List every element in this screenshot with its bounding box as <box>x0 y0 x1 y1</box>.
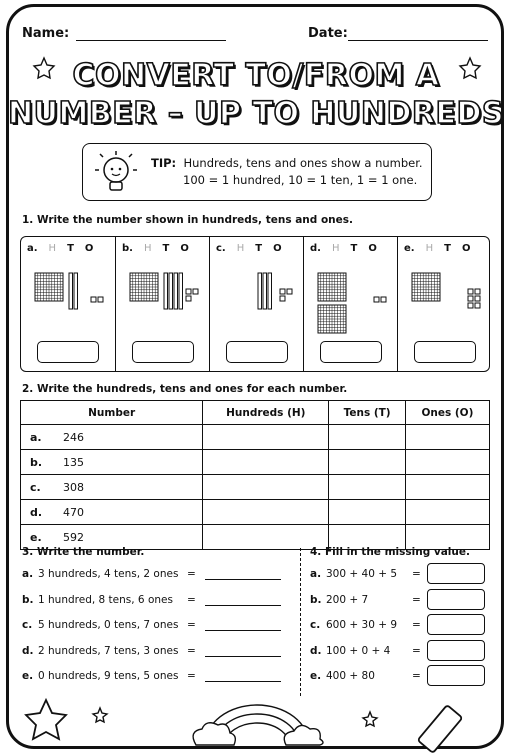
table-row: a. 246 <box>21 425 490 450</box>
base-ten-blocks <box>116 259 210 349</box>
equals-sign: = <box>187 670 196 682</box>
model-header <box>404 243 481 254</box>
answer-box[interactable] <box>427 563 485 584</box>
q3-item <box>22 670 196 682</box>
base-ten-blocks <box>304 259 398 349</box>
q4-item <box>310 644 421 657</box>
item-letter: a. <box>22 568 34 580</box>
name-date-row <box>18 24 494 46</box>
column-t: T <box>444 243 451 254</box>
q1-instruction: 1. Write the number shown in hundreds, tens and ones. <box>22 214 354 226</box>
q2-table <box>20 400 490 550</box>
one-cube <box>280 289 285 294</box>
answer-cell[interactable] <box>329 475 406 500</box>
model-cell <box>209 237 303 371</box>
item-text: 400 + 80 <box>326 670 375 682</box>
item-letter: a. <box>310 568 322 580</box>
item-text: 200 + 7 <box>326 593 369 606</box>
equals-sign: = <box>187 568 196 580</box>
column-t: T <box>162 243 170 254</box>
answer-box[interactable] <box>427 614 485 635</box>
table-row: b. 135 <box>21 450 490 475</box>
q4-item <box>310 670 421 682</box>
answer-cell[interactable] <box>329 425 406 450</box>
answer-line[interactable] <box>205 579 281 580</box>
date-label: Date: <box>308 26 348 41</box>
base-ten-blocks <box>21 259 115 349</box>
equals-sign: = <box>187 593 196 606</box>
column-o: O <box>84 243 94 254</box>
one-cube <box>475 303 480 308</box>
answer-line[interactable] <box>205 656 281 657</box>
column-t: T <box>255 243 263 254</box>
answer-box[interactable] <box>427 665 485 686</box>
model-header <box>310 243 388 254</box>
item-letter: e. <box>22 670 34 682</box>
q3-item <box>22 568 196 580</box>
table-row: d. 470 <box>21 500 490 525</box>
column-o: O <box>368 243 377 254</box>
item-letter: c. <box>216 243 226 254</box>
q4-item <box>310 568 421 580</box>
column-t: T <box>67 243 74 254</box>
answer-cell[interactable] <box>329 450 406 475</box>
col-number: Number <box>21 401 203 425</box>
one-cube <box>280 296 285 301</box>
equals-sign: = <box>412 644 421 657</box>
ten-rod <box>179 273 183 309</box>
answer-box[interactable] <box>320 341 382 363</box>
col-hundreds: Hundreds (H) <box>203 401 329 425</box>
answer-cell[interactable] <box>329 500 406 525</box>
ten-rod <box>164 273 168 309</box>
q3-item <box>22 593 196 606</box>
model-cell <box>21 237 115 371</box>
ten-rod <box>169 273 173 309</box>
page-title-line1: CONVERT TO/FROM A <box>72 58 440 93</box>
q3-instruction: 3. Write the number. <box>22 546 145 558</box>
item-text: 1 hundred, 8 tens, 6 ones <box>38 593 173 606</box>
answer-box[interactable] <box>414 341 476 363</box>
col-tens: Tens (T) <box>329 401 406 425</box>
item-letter: e. <box>310 670 322 682</box>
item-text: 100 + 0 + 4 <box>326 644 391 657</box>
column-t: T <box>350 243 358 254</box>
equals-sign: = <box>412 593 421 606</box>
ten-rod <box>74 273 78 309</box>
ten-rod <box>69 273 73 309</box>
answer-cell[interactable] <box>203 500 329 525</box>
equals-sign: = <box>187 644 196 657</box>
item-text: 2 hundreds, 7 tens, 3 ones <box>38 644 179 657</box>
item-text: 600 + 30 + 9 <box>326 619 398 631</box>
item-letter: e. <box>404 243 415 254</box>
item-text: 3 hundreds, 4 tens, 2 ones <box>38 568 179 580</box>
one-cube <box>98 297 103 302</box>
model-header <box>27 243 104 254</box>
ten-rod <box>174 273 178 309</box>
column-o: O <box>461 243 471 254</box>
item-letter: c. <box>22 619 33 631</box>
answer-box[interactable] <box>427 640 485 661</box>
one-cube <box>468 303 473 308</box>
model-header <box>216 243 293 254</box>
answer-cell[interactable] <box>405 475 489 500</box>
base-ten-blocks <box>210 259 304 349</box>
ten-rod <box>268 273 272 309</box>
column-h: H <box>425 243 434 254</box>
column-h: H <box>236 243 245 254</box>
one-cube <box>186 289 191 294</box>
column-h: H <box>143 243 152 254</box>
model-cell <box>303 237 397 371</box>
q4-instruction: 4. Fill in the missing value. <box>310 546 470 558</box>
q1-models <box>20 236 490 372</box>
answer-line[interactable] <box>205 630 281 631</box>
model-cell <box>397 237 491 371</box>
one-cube <box>374 297 379 302</box>
equals-sign: = <box>187 619 196 631</box>
item-text: 300 + 40 + 5 <box>326 568 398 580</box>
item-letter: d. <box>310 644 322 657</box>
one-cube <box>287 289 292 294</box>
name-label: Name: <box>22 26 70 41</box>
column-h: H <box>331 243 340 254</box>
item-letter: d. <box>310 243 321 254</box>
item-letter: c. <box>310 619 321 631</box>
page-title-line2: NUMBER – UP TO HUNDREDS <box>8 96 504 131</box>
answer-box[interactable] <box>37 341 99 363</box>
q3-item <box>22 619 196 631</box>
equals-sign: = <box>412 619 421 631</box>
lightbulb-icon <box>91 148 141 198</box>
hundred-flat <box>35 273 63 301</box>
model-header <box>122 243 200 254</box>
item-letter: a. <box>27 243 38 254</box>
one-cube <box>381 297 386 302</box>
answer-box[interactable] <box>226 341 288 363</box>
tip-text <box>151 155 423 189</box>
q4-item <box>310 593 421 606</box>
one-cube <box>91 297 96 302</box>
answer-cell[interactable] <box>405 500 489 525</box>
date-field[interactable] <box>348 40 488 41</box>
one-cube <box>186 296 191 301</box>
one-cube <box>475 289 480 294</box>
one-cube <box>468 289 473 294</box>
base-ten-blocks <box>398 259 492 349</box>
answer-cell[interactable] <box>203 425 329 450</box>
hundred-flat <box>318 273 346 301</box>
tip-box <box>82 143 432 201</box>
answer-line[interactable] <box>205 605 281 606</box>
hundred-flat <box>130 273 158 301</box>
equals-sign: = <box>412 670 421 682</box>
item-letter: b. <box>22 593 34 606</box>
one-cube <box>193 289 198 294</box>
item-letter: b. <box>310 593 322 606</box>
answer-cell[interactable] <box>203 475 329 500</box>
answer-cell[interactable] <box>405 425 489 450</box>
ten-rod <box>258 273 262 309</box>
column-h: H <box>48 243 57 254</box>
name-field[interactable] <box>76 40 226 41</box>
tip-label: TIP: <box>151 156 177 170</box>
item-letter: b. <box>122 243 133 254</box>
hundred-flat <box>412 273 440 301</box>
item-text: 0 hundreds, 9 tens, 5 ones <box>38 670 179 682</box>
one-cube <box>468 296 473 301</box>
item-letter: d. <box>22 644 34 657</box>
one-cube <box>475 296 480 301</box>
hundred-flat <box>318 305 346 333</box>
tip-line2: 100 = 1 hundred, 10 = 1 ten, 1 = 1 one. <box>183 173 418 187</box>
model-cell <box>115 237 209 371</box>
answer-box[interactable] <box>132 341 194 363</box>
table-row: c. 308 <box>21 475 490 500</box>
section-divider <box>300 548 301 696</box>
item-text: 5 hundreds, 0 tens, 7 ones <box>38 619 179 631</box>
col-ones: Ones (O) <box>405 401 489 425</box>
answer-cell[interactable] <box>203 450 329 475</box>
table-row: e. 592 <box>21 525 490 550</box>
q3-item <box>22 644 196 657</box>
answer-box[interactable] <box>427 589 485 610</box>
column-o: O <box>273 243 282 254</box>
answer-line[interactable] <box>205 681 281 682</box>
column-o: O <box>180 243 189 254</box>
ten-rod <box>263 273 267 309</box>
q2-instruction: 2. Write the hundreds, tens and ones for each number. <box>22 383 348 395</box>
answer-cell[interactable] <box>405 450 489 475</box>
q4-item <box>310 619 421 631</box>
equals-sign: = <box>412 568 421 580</box>
tip-line1: Hundreds, tens and ones show a number. <box>183 156 423 170</box>
